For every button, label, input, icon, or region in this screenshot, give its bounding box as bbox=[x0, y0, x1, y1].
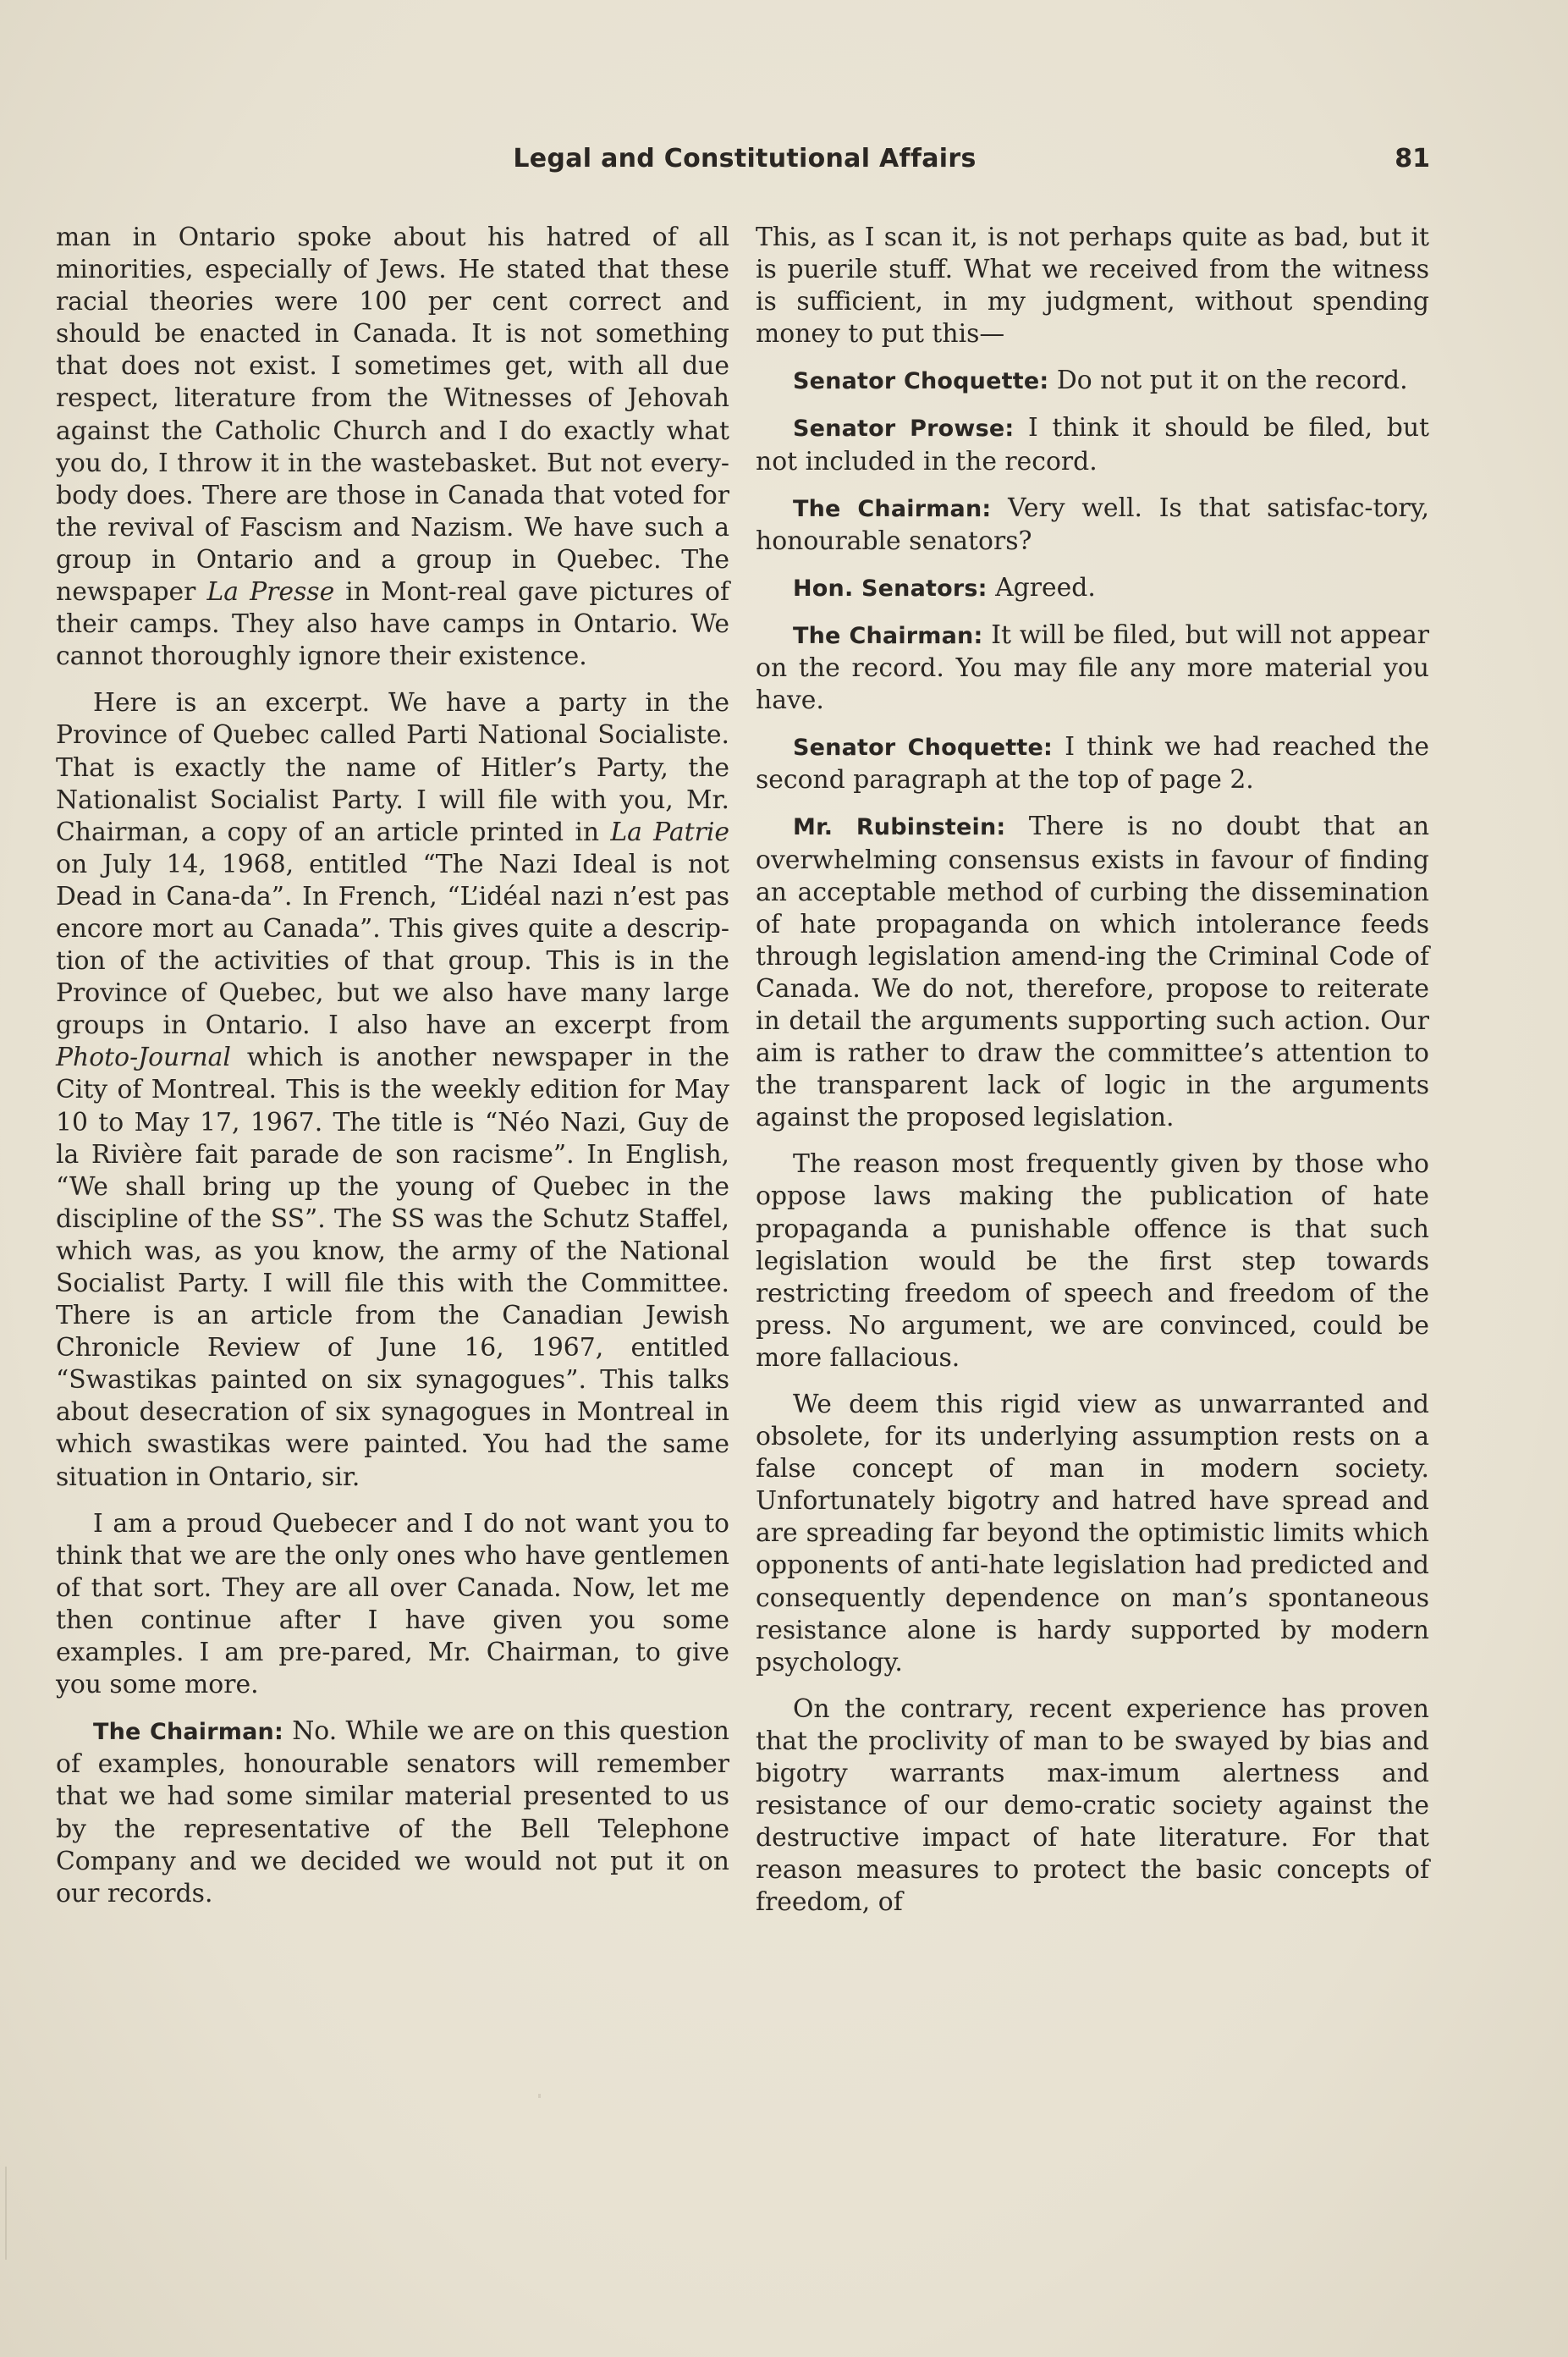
paragraph: The reason most frequently given by those who oppose laws making the publication of hate propaganda a punishable offence is that such legislation would be the first step towards restricting freedom of speech and freedom of the press. No argument, we are convinced, could be more fallacious. bbox=[756, 1149, 1429, 1373]
page-header bbox=[59, 144, 1430, 186]
paragraph bbox=[756, 572, 1429, 605]
paragraph bbox=[56, 222, 729, 673]
paper-mark bbox=[5, 2167, 7, 2260]
left-column bbox=[56, 222, 729, 1925]
paragraph bbox=[756, 811, 1429, 1134]
paragraph-text: It will be filed, but will not appear on the record. You may file any more material you have. bbox=[756, 620, 1429, 716]
paragraph: We deem this rigid view as unwarranted and obsolete, for its underlying assumption rests on a false concept of man in modern society. Unfortunately bigotry and hatred have spread and are spreading far beyond the optimistic limits which opponents of anti-hate legislation had predicted and consequently dependence on man’s spontaneous resistance alone is hardy supported by modern psychology. bbox=[756, 1390, 1429, 1677]
paragraph-text: Agreed. bbox=[987, 572, 1096, 603]
page-number: 81 bbox=[1395, 144, 1430, 173]
paragraph bbox=[56, 687, 729, 1493]
paragraph bbox=[756, 620, 1429, 717]
paragraph: I am a proud Quebecer and I do not want you to think that we are the only ones who have gentlemen of that sort. They are all over Canada. Now, let me then continue after I have given you some examples. I am pre-pared, Mr. Chairman, to give you some more. bbox=[56, 1508, 729, 1700]
paragraph-text: in Mont-real gave pictures of their camps. They also have camps in Ontario. We cannot thoroughly ignore their existence. bbox=[56, 577, 729, 672]
paragraph bbox=[756, 412, 1429, 477]
running-title: Legal and Constitutional Affairs bbox=[513, 144, 977, 173]
paragraph bbox=[756, 365, 1429, 398]
paragraph-text: I think it should be filed, but not included in the record. bbox=[756, 413, 1430, 476]
speaker-name: The Chairman: bbox=[793, 622, 983, 649]
speaker-name: Senator Prowse: bbox=[793, 416, 1015, 443]
paragraph-text: Here is an excerpt. We have a party in the Province of Quebec called Parti National Socialiste. That is exactly the name of Hitler’s Party, the Nationalist Socialist Party. I will file with you, Mr. Chairman, a copy of an article printed in bbox=[56, 688, 729, 847]
paragraph-text: man in Ontario spoke about his hatred of all minorities, especially of Jews. He stated that these racial theories were 100 per cent correct and should be enacted in Canada. It is not something that does not exist. I sometimes get, with all due respect, literature from the Witnesses of Jehovah against the Catholic Church and I do exactly what you do, I throw it in the wastebasket. But not every-body does. There are those in Canada that voted for the revival of Fascism and Nazism. We have such a group in Ontario and a group in Quebec. The newspaper bbox=[56, 223, 729, 608]
paragraph-text: Very well. Is that satisfac-tory, honourable senators? bbox=[756, 493, 1430, 556]
paper-mark bbox=[538, 2094, 541, 2098]
paragraph-text: which is another newspaper in the City of Montreal. This is the weekly edition for May 10 to May 17, 1967. The title is “Néo Nazi, Guy de la Rivière fait parade de son racisme”. In English, “We shall bring up the young of Quebec in the discipline of the SS”. The SS was the Schutz Staffel, which was, as you know, the army of the National Socialist Party. I will file this with the Committee. There is an article from the Canadian Jewish Chronicle Review of June 16, 1967, entitled “Swastikas painted on six synagogues”. This talks about desecration of six synagogues in Montreal in which swastikas were painted. You had the same situation in Ontario, sir. bbox=[56, 1043, 729, 1492]
speaker-name: The Chairman: bbox=[793, 495, 992, 522]
newspaper-title: La Patrie bbox=[610, 817, 729, 847]
paragraph-text: on July 14, 1968, entitled “The Nazi Ideal is not Dead in Cana-da”. In French, “L’idéal nazi n’est pas encore mort au Canada”. This gives quite a descrip-tion of the activities of that group. This is in the Province of Quebec, but we also have many large groups in Ontario. I also have an excerpt from bbox=[56, 849, 729, 1041]
newspaper-title: La Presse bbox=[206, 577, 335, 608]
speaker-name: Hon. Senators: bbox=[793, 575, 988, 602]
paragraph: This, as I scan it, is not perhaps quite as bad, but it is puerile stuff. What we received from the witness is sufficient, in my judgment, without spending money to put this— bbox=[756, 223, 1429, 350]
paragraph bbox=[56, 1715, 729, 1910]
paragraph-text: There is no doubt that an overwhelming consensus exists in favour of finding an acceptable method of curbing the dissemination of hate propaganda on which intolerance feeds through legislation amend-ing the Criminal Code of Canada. We do not, therefore, propose to reiterate in detail the arguments supporting such action. Our aim is rather to draw the committee’s attention to the transparent lack of logic in the arguments against the proposed legislation. bbox=[756, 812, 1430, 1133]
paragraph-text: No. While we are on this question of examples, honourable senators will remember that we had some similar material presented to us by the representative of the Bell Telephone Company and we decided we would not put it on our records. bbox=[56, 1716, 729, 1908]
speaker-name: The Chairman: bbox=[93, 1719, 283, 1746]
speaker-name: Mr. Rubinstein: bbox=[793, 814, 1006, 841]
paragraph bbox=[756, 731, 1429, 796]
paragraph bbox=[756, 493, 1429, 558]
paragraph-text: Do not put it on the record. bbox=[1048, 366, 1408, 396]
paragraph: On the contrary, recent experience has proven that the proclivity of man to be swayed by bias and bigotry warrants max-imum alertness and resistance of our demo-cratic society against the destructive impact of hate literature. For that reason measures to protect the basic concepts of freedom, of bbox=[756, 1693, 1429, 1918]
speaker-name: Senator Choquette: bbox=[793, 735, 1054, 762]
paragraph-text: I think we had reached the second paragraph at the top of page 2. bbox=[756, 732, 1429, 796]
speaker-name: Senator Choquette: bbox=[793, 368, 1049, 395]
right-column bbox=[756, 222, 1429, 1934]
newspaper-title: Photo-Journal bbox=[56, 1043, 231, 1073]
